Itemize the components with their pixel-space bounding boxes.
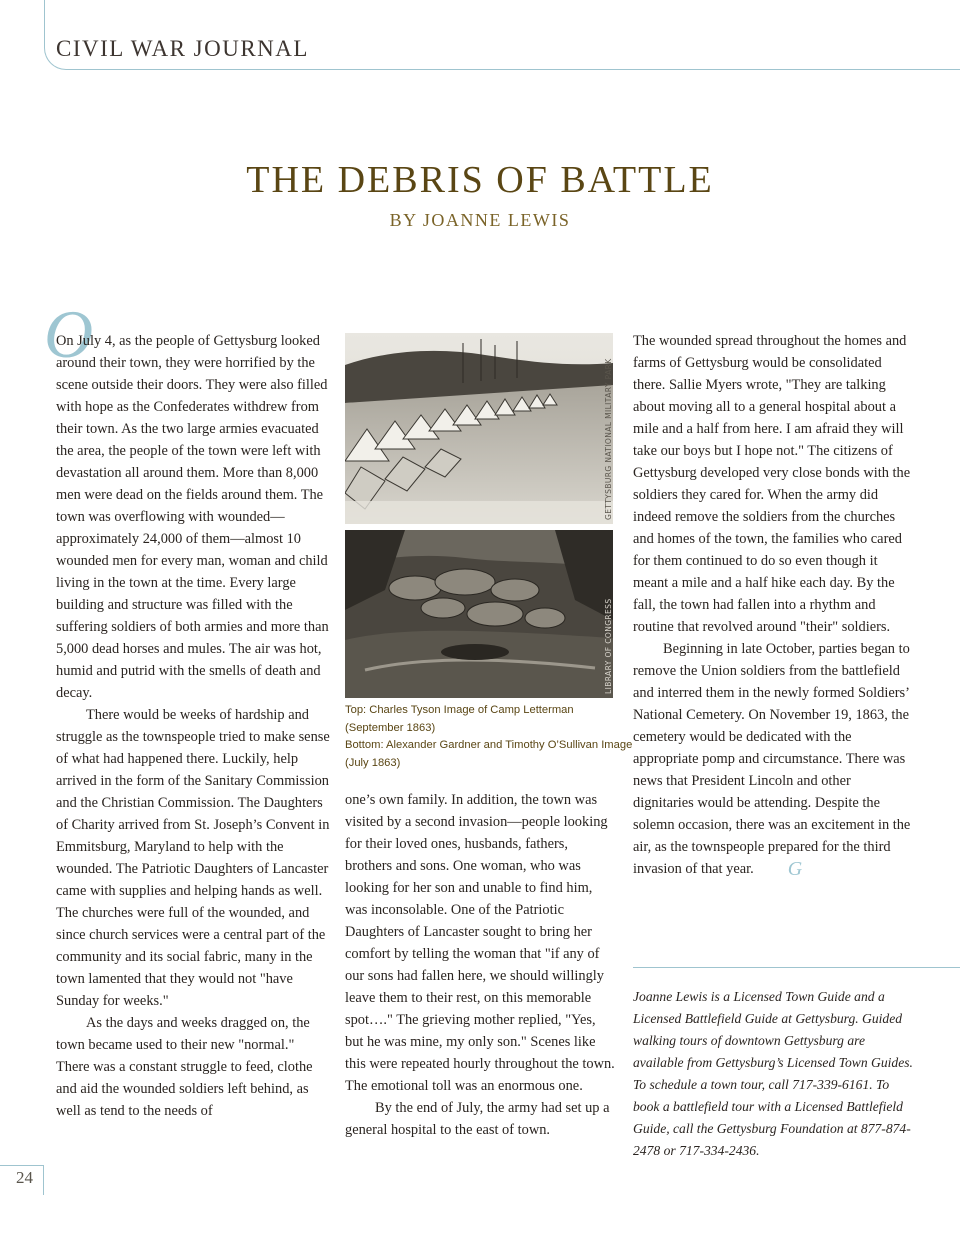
drop-cap: O	[44, 296, 94, 372]
paragraph: As the days and weeks dragged on, the town became used to their new "normal." There was a constant struggle to feed, clothe and aid the wounded soldiers left behind, as well as tend to the needs of	[56, 1015, 313, 1119]
column-2	[345, 789, 617, 1141]
article-title: THE DEBRIS OF BATTLE	[246, 159, 714, 201]
column-3	[633, 330, 911, 880]
paragraph: There would be weeks of hardship and struggle as the townspeople tried to make sense of what had happened there. Luckily, help arrived in the form of the Sanitary Commission and the Christian Commission. The Daughters of Charity arrived from St. Joseph’s Convent in Emmitsburg, Maryland to help with the wounded. The Patriotic Daughters of Lancaster came with supplies and helping hands as well. The churches were full of the wounded, and since church services were a central part of the community and its social fabric, many in the town lamented that they would not "have Sunday for weeks."	[56, 707, 330, 1009]
paragraph	[633, 638, 911, 880]
caption-line: Bottom: Alexander Gardner and Timothy O’Sullivan Image	[345, 739, 633, 751]
caption-line: (July 1863)	[345, 756, 401, 769]
caption-line: (September 1863)	[345, 721, 436, 734]
paragraph-text: Beginning in late October, parties began to remove the Union soldiers from the battlefield and interred them in the newly formed Soldiers’ National Cemetery. On November 19, 1863, the cemetery would be dedicated with the appropriate pomp and circumstance. There was news that President Lincoln and other dignitaries would be attending. Despite the solemn occasion, there was an excitement in the air, as the townspeople prepared for the third invasion of that year.	[633, 641, 911, 877]
paragraph: one’s own family. In addition, the town was visited by a second invasion—people looking for their loved ones, husbands, fathers, brothers and sons. One woman, who was looking for her son and unable to find him, was inconsolable. One of the Patriotic Daughters of Lancaster sought to bring her comfort by telling the woman that "if any of our sons had fallen here, we should willingly leave them to their rest, on this memorable spot…." The grieving mother replied, "Yes, but he was mine, my only son." Scenes like this were repeated hourly throughout the town. The emotional toll was an enormous one.	[345, 792, 615, 1094]
page-number: 24	[16, 1168, 33, 1187]
bio-divider	[633, 967, 960, 968]
camp-tents-image	[345, 333, 613, 524]
caption-line: Top: Charles Tyson Image of Camp Letterman	[345, 704, 574, 716]
paragraph: By the end of July, the army had set up a general hospital to the east of town.	[345, 1100, 610, 1138]
camp-letterman-photo	[345, 333, 613, 524]
photo-credit-top: GETTYSBURG NATIONAL MILITARY PARK	[604, 358, 613, 520]
column-1	[56, 330, 330, 1122]
paragraph: On July 4, as the people of Gettysburg looked around their town, they were horrified by the scene outside their doors. They were also filled with hope as the Confederates withdrew from their town. As the two large armies evacuated the area, the people of the town were left with devastation all around them. More than 8,000 men were dead on the fields around them. The town was overflowing with wounded—approximately 24,000 of them—almost 10 wounded men for every man, woman and child living in the town at the time. Every large building and structure was filled with the suffering soldiers of both armies and more than 5,000 dead horses and mules. The air was hot, humid and putrid with the smells of death and decay.	[56, 333, 329, 701]
author-bio: Joanne Lewis is a Licensed Town Guide and a Licensed Battlefield Guide at Gettysburg. Guided walking tours of downtown Gettysburg are available from Gettysburg’s Licensed Town Guides. To schedule a town tour, call 717-339-6161. To book a battlefield tour with a Licensed Battlefield Guide, call the Gettysburg Foundation at 877-874-2478 or 717-334-2436.	[633, 989, 913, 1158]
battlefield-photo	[345, 530, 613, 698]
photo-caption	[345, 702, 633, 772]
journal-title: CIVIL WAR JOURNAL	[56, 36, 309, 61]
rocky-battlefield-image	[345, 530, 613, 698]
end-of-article-mark: G	[787, 858, 803, 880]
photo-credit-bottom: LIBRARY OF CONGRESS	[604, 598, 613, 694]
byline: BY JOANNE LEWIS	[389, 210, 571, 230]
paragraph: The wounded spread throughout the homes and farms of Gettysburg would be consolidated there. Sallie Myers wrote, "They are talking about moving all to a general hospital about a mile and a half from here. I am afraid they will take our boys but I hope not." The citizens of Gettysburg developed very close bonds with the soldiers they cared for. When the army did indeed remove the soldiers from the churches and homes of the town, the families who cared for them continued to do so even though it meant a mile and a half hike each day. By the fall, the town had fallen into a rhythm and routine that revolved around "their" soldiers.	[633, 333, 911, 635]
